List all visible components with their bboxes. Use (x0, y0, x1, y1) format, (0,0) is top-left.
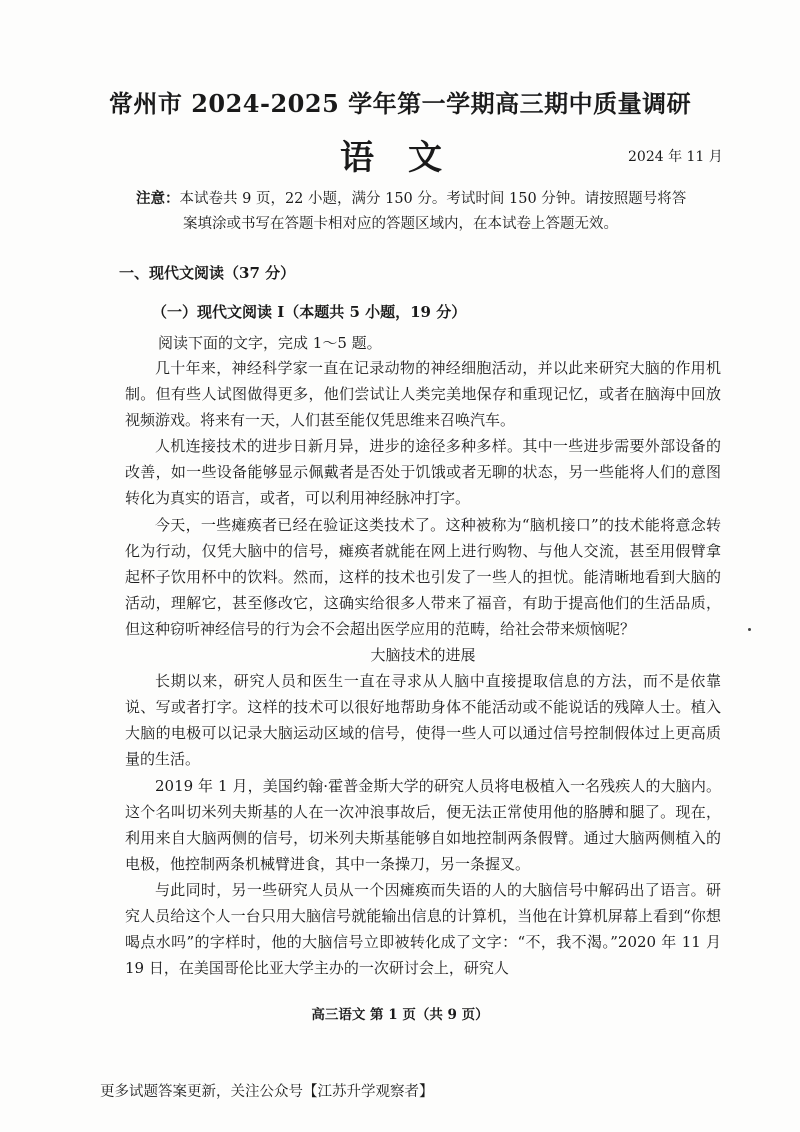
notice-line-2: 案填涂或书写在答题卡相对应的答题区域内，在本试卷上答题无效。 (183, 216, 618, 232)
exam-date: 2024 年 11 月 (628, 149, 723, 165)
notice-line-1: 本试卷共 9 页，22 小题，满分 150 分。考试时间 150 分钟。请按照题号将答 (179, 191, 687, 207)
scan-speck (748, 628, 751, 631)
page-footer: 高三语文 第 1 页（共 9 页） (311, 1007, 489, 1023)
subject-title: 语文 (340, 138, 476, 178)
notice-label: 注意： (136, 190, 180, 207)
exam-title: 常州市 2024-2025 学年第一学期高三期中质量调研 (108, 89, 692, 118)
passage-paragraph: 几十年来，神经科学家一直在记录动物的神经细胞活动，并以此来研究大脑的作用机制。但有些人试图做得更多，他们尝试让人类完美地保存和重现记忆，或者在脑海中回放视频游戏。将来有一天，人们甚至能仅凭思维来召唤汽车。 (125, 359, 721, 430)
reading-passage (125, 355, 721, 981)
passage-paragraph: 长期以来，研究人员和医生一直在寻求从人脑中直接提取信息的方法，而不是依靠说、写或者打字。这样的技术可以很好地帮助身体不能活动或不能说话的残障人士。植入大脑的电极可以记录大脑运动区域的信号，使得一些人可以通过信号控制假体过上更高质量的生活。 (125, 672, 721, 769)
promo-caption: 更多试题答案更新，关注公众号【江苏升学观察者】 (100, 1084, 434, 1100)
subsection-heading: （一）现代文阅读 I（本题共 5 小题，19 分） (152, 303, 467, 321)
passage-paragraph: 与此同时，另一些研究人员从一个因瘫痪而失语的人的大脑信号中解码出了语言。研究人员给这个人一台只用大脑信号就能输出信息的计算机，当他在计算机屏幕上看到“你想喝点水吗”的字样时，他的大脑信号立即被转化成了文字：“不，我不渴。”2020 年 11 月 19 日，在美国哥伦比亚大学主办的一次研讨会上，研究人 (125, 880, 721, 978)
passage-paragraph: 人机连接技术的进步日新月异，进步的途径多种多样。其中一些进步需要外部设备的改善，如一些设备能够显示佩戴者是否处于饥饿或者无聊的状态，另一些能将人们的意图转化为真实的语言，或者，可以利用神经脉冲打字。 (125, 437, 721, 508)
passage-paragraph: 2019 年 1 月，美国约翰·霍普金斯大学的研究人员将电极植入一名残疾人的大脑内。这个名叫切米列夫斯基的人在一次冲浪事故后，便无法正常使用他的胳膊和腿了。现在，利用来自大脑两侧的信号，切米列夫斯基能够自如地控制两条假臂。通过大脑两侧植入的电极，他控制两条机械臂进食，其中一条操刀，另一条握叉。 (125, 776, 721, 873)
passage-subheading: 大脑技术的进展 (370, 646, 476, 665)
exam-notice (136, 186, 726, 237)
reading-instruction: 阅读下面的文字，完成 1～5 题。 (158, 334, 382, 352)
section-heading: 一、现代文阅读（37 分） (119, 264, 296, 282)
passage-paragraph: 今天，一些瘫痪者已经在验证这类技术了。这种被称为“脑机接口”的技术能将意念转化为行动，仅凭大脑中的信号，瘫痪者就能在网上进行购物、与他人交流，甚至用假臂拿起杯子饮用杯中的饮料。然而，这样的技术也引发了一些人的担忧。能清晰地看到大脑的活动，理解它，甚至修改它，这确实给很多人带来了福音，有助于提高他们的生活品质，但这种窃听神经信号的行为会不会超出医学应用的范畴，给社会带来烦恼呢？ (125, 515, 721, 638)
